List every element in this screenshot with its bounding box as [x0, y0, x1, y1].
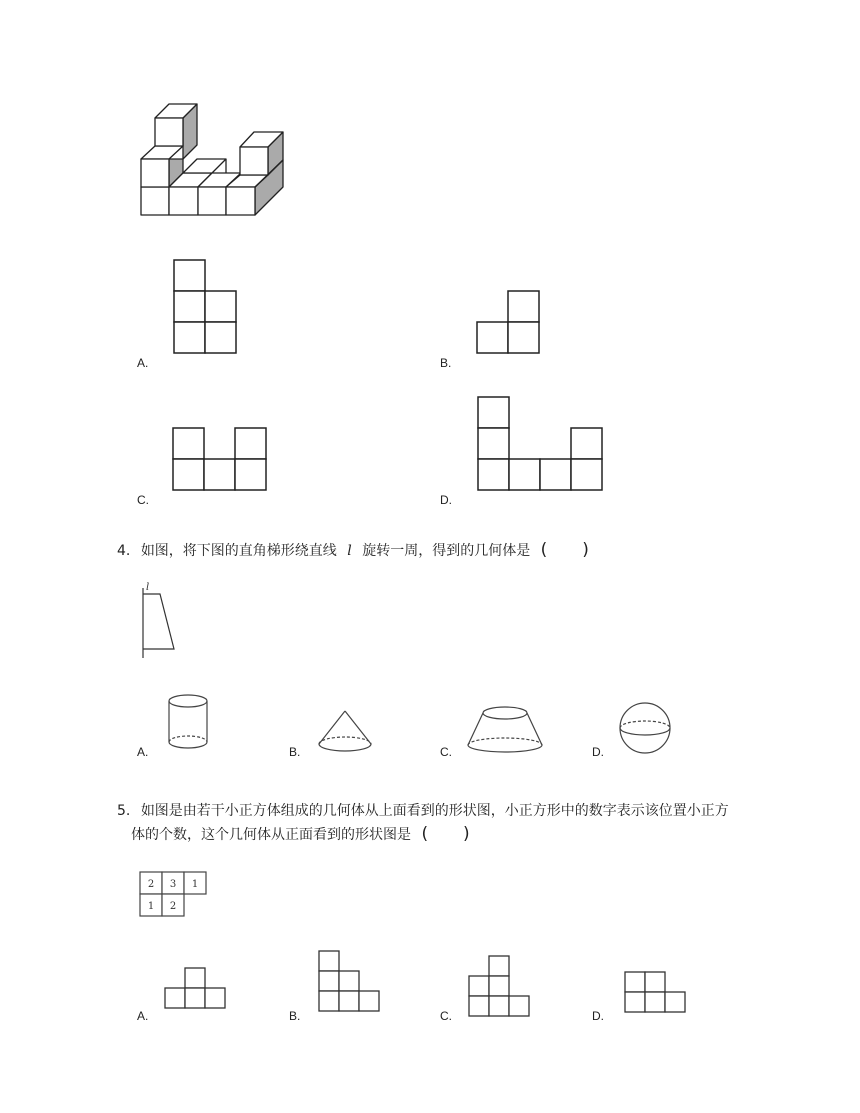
grid-cell-r2c1: 1	[147, 901, 155, 912]
q5-option-d-figure[interactable]	[624, 971, 686, 1014]
q4-option-d-sphere[interactable]	[617, 700, 673, 756]
grid-cell-r2c2: 2	[169, 901, 177, 912]
q5-text-line1: 如图是由若干小正方体组成的几何体从上面看到的形状图，小正方形中的数字表示该位置小正方	[140, 803, 729, 819]
q4-option-c-frustum[interactable]	[465, 704, 545, 756]
q4-answer-paren-close: )	[582, 540, 589, 560]
q4-answer-paren-open: (	[540, 540, 548, 560]
q4-option-b-cone[interactable]	[317, 708, 373, 754]
q4-option-a-label[interactable]: A.	[137, 745, 149, 759]
q5-option-b-label[interactable]: B.	[289, 1009, 301, 1023]
q5-top-view-grid	[139, 871, 209, 919]
grid-cell-r1c3: 1	[191, 879, 199, 890]
q3-option-c-figure[interactable]	[172, 427, 268, 492]
q5-option-c-label[interactable]: C.	[440, 1009, 452, 1023]
q5-answer-paren-open: (	[421, 824, 429, 844]
q4-option-c-label[interactable]: C.	[440, 745, 452, 759]
q5-answer-paren-close: )	[463, 824, 470, 844]
q5-question-line1	[117, 800, 729, 820]
q5-option-d-label[interactable]: D.	[592, 1009, 604, 1023]
grid-cell-r1c1: 2	[147, 879, 155, 890]
q3-option-a-label[interactable]: A.	[137, 356, 149, 370]
q3-option-d-label[interactable]: D.	[440, 493, 452, 507]
q5-option-b-figure[interactable]	[318, 950, 380, 1013]
q5-number: 5.	[117, 803, 131, 819]
q5-option-a-figure[interactable]	[164, 967, 226, 1010]
q4-trapezoid-figure	[138, 582, 188, 662]
q4-option-b-label[interactable]: B.	[289, 745, 301, 759]
q4-option-d-label[interactable]: D.	[592, 745, 604, 759]
q4-text-before: 如图，将下图的直角梯形绕直线	[140, 543, 337, 559]
q4-axis-label: l	[146, 582, 150, 593]
q5-option-c-figure[interactable]	[468, 955, 530, 1018]
q4-text-after: 旋转一周，得到的几何体是	[362, 543, 531, 559]
q3-option-a-figure[interactable]	[173, 259, 237, 355]
q5-text-line2: 体的个数，这个几何体从正面看到的形状图是	[131, 827, 411, 843]
q4-option-a-cylinder[interactable]	[166, 692, 210, 752]
q5-option-a-label[interactable]: A.	[137, 1009, 149, 1023]
q4-question-text	[117, 540, 589, 560]
q3-option-d-figure[interactable]	[477, 396, 604, 492]
q4-variable: l	[347, 543, 352, 559]
q4-number: 4.	[117, 543, 131, 559]
q3-option-b-figure[interactable]	[476, 290, 540, 354]
q3-option-c-label[interactable]: C.	[137, 493, 149, 507]
grid-cell-r1c2: 3	[169, 879, 177, 890]
q5-question-line2	[131, 824, 470, 844]
q3-option-b-label[interactable]: B.	[440, 356, 452, 370]
